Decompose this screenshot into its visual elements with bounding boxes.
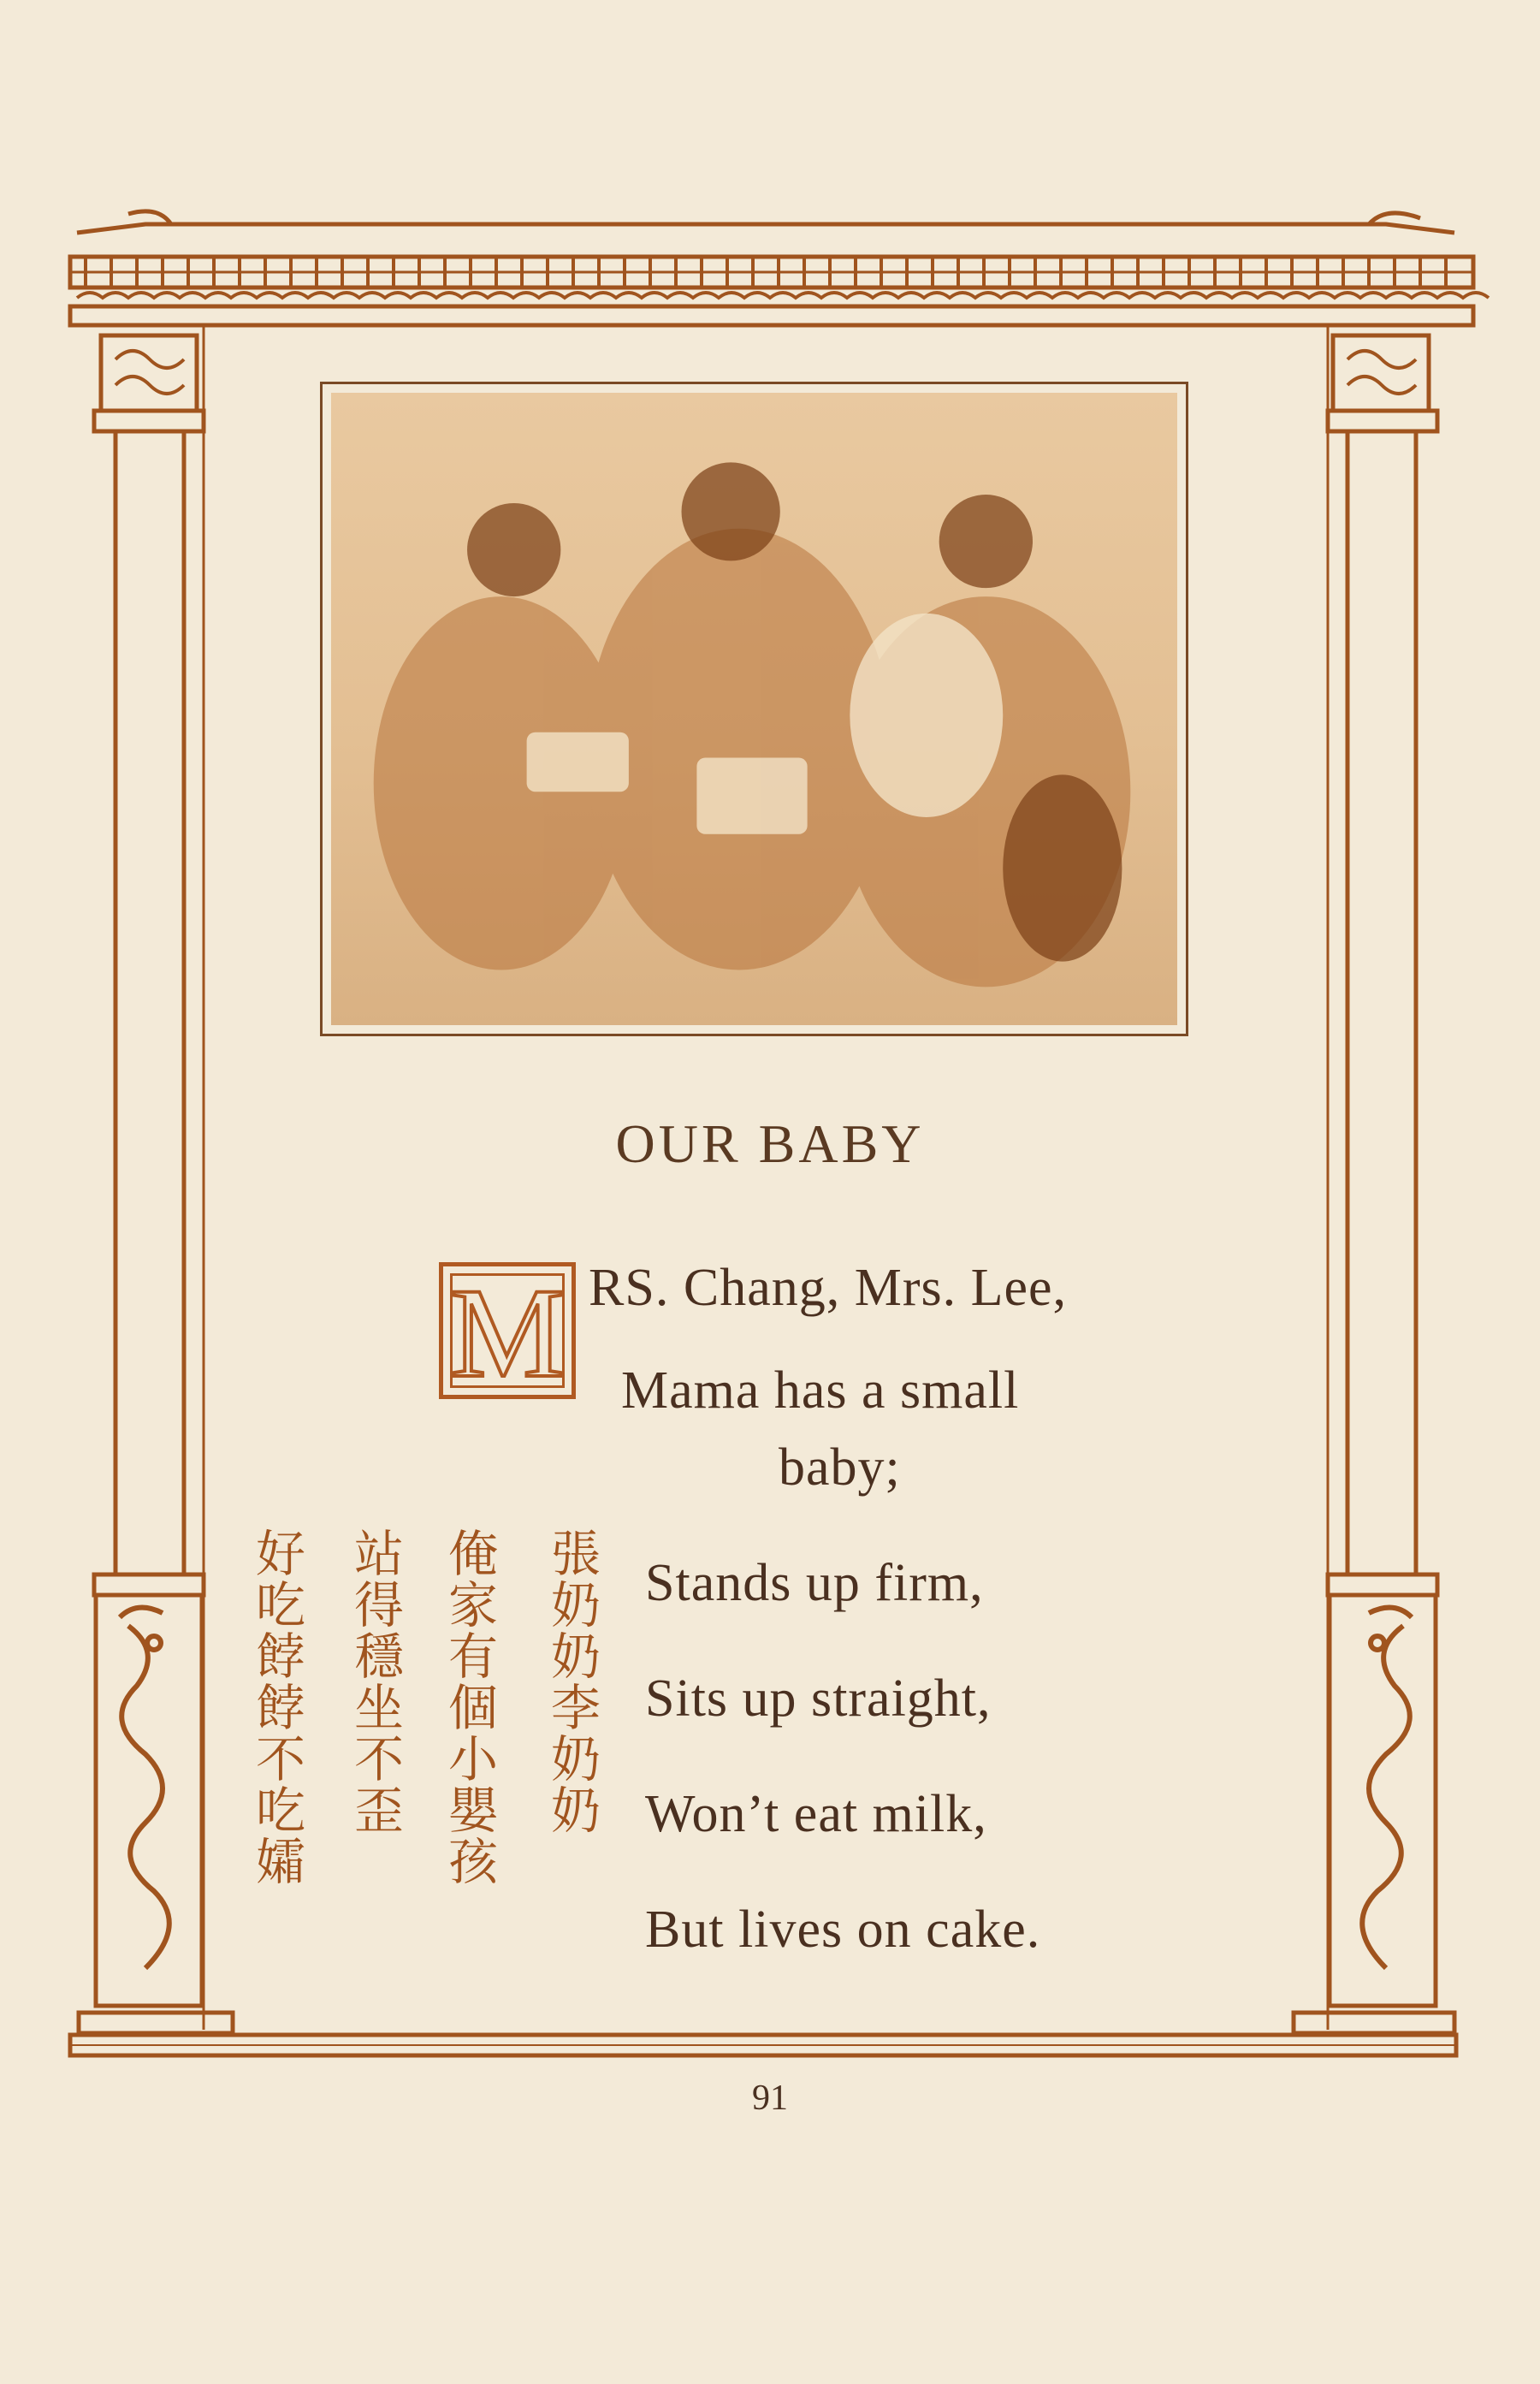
left-capital — [101, 335, 197, 411]
dragon-icon — [1362, 1608, 1412, 1968]
chinese-column-4: 好吃餑餑不吃孀 — [247, 1527, 305, 1887]
right-capital — [1333, 335, 1429, 411]
dragon-icon — [120, 1608, 169, 1968]
verse-line-4: Stands up firm, — [645, 1554, 984, 1612]
verse-line-7: But lives on cake. — [645, 1901, 1041, 1959]
chinese-column-3: 站得穩坐不歪 — [346, 1527, 404, 1835]
page-number: 91 — [752, 2079, 788, 2118]
verse-line-6: Won’t eat milk, — [645, 1785, 987, 1843]
verse-line-3: baby; — [779, 1438, 901, 1497]
verse-line-2: Mama has a small — [621, 1361, 1020, 1420]
poem-title: OUR BABY — [615, 1113, 925, 1174]
chinese-column-1: 張奶奶李奶奶 — [542, 1527, 601, 1835]
drop-cap-box — [439, 1262, 576, 1404]
photo-three-women-with-baby — [331, 393, 1177, 1025]
verse-line-5: Sits up straight, — [645, 1669, 992, 1728]
verse-line-1: RS. Chang, Mrs. Lee, — [589, 1259, 1068, 1317]
drop-cap-letter: M — [450, 1262, 565, 1404]
photograph — [320, 382, 1188, 1036]
chinese-column-2: 俺家有個小嬰孩 — [440, 1527, 498, 1887]
roof-ridge — [77, 224, 1454, 233]
photo-figures — [331, 393, 1177, 1025]
roof-tiles — [77, 257, 1489, 298]
